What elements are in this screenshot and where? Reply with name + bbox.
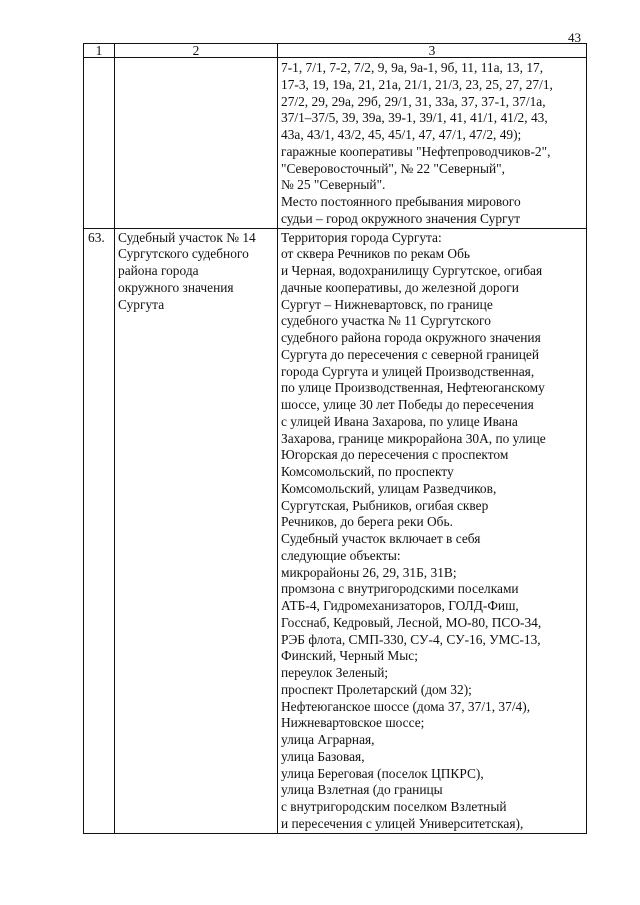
territory-text-line: Захарова, границе микрорайона 30А, по улице [281,430,546,446]
territory-text-line: гаражные кооперативы "Нефтепроводчиков-2", [281,143,551,159]
territory-text-line: с внутригородским поселком Взлетный [281,799,507,814]
territory-text-line: Финский, Черный Мыс; [281,648,418,664]
territory-text-line: Сургута до пересечения с северной границей [281,346,539,362]
territory-text-line: по улице Производственная, Нефтеюганскому [281,380,545,396]
territory-text-line: переулок Зеленый; [281,665,389,680]
territory-text-line: РЭБ флота, СМП-330, СУ-4, СУ-16, УМС-13, [281,631,541,647]
territory-text-line: с улицей Ивана Захарова, по улице Ивана [281,413,518,429]
territory-text-line: улица Береговая (поселок ЦПКРС), [281,765,484,781]
page-number: 43 [568,30,581,45]
territory-text-line: Территория города Сургута: [281,229,442,245]
territory-text-line: улица Взлетная (до границы [281,782,443,798]
district-name-line: Судебный участок № 14 [118,229,256,245]
territory-text-line: Сургут – Нижневартовск, по границе [281,296,493,312]
territory-text-line: Госснаб, Кедровый, Лесной, МО-80, ПСО-34, [281,614,542,630]
district-name-cell [115,228,278,833]
table-row [84,228,587,833]
territory-text-line: 27/2, 29, 29а, 29б, 29/1, 31, 33а, 37, 37-1, 37/1а, [281,93,546,109]
territory-text-line: АТБ-4, Гидромеханизаторов, ГОЛД-Фиш, [281,598,519,613]
territory-text-line: 43а, 43/1, 43/2, 45, 45/1, 47, 47/1, 47/2, 49); [281,127,522,142]
territory-text-line: дачные кооперативы, до железной дороги [281,279,519,295]
territory-text-line: шоссе, улице 30 лет Победы до пересечения [281,397,534,412]
territory-text-line: Место постоянного пребывания мирового [281,194,521,209]
territory-text-line: Югорская до пересечения с проспектом [281,447,509,463]
territory-text-line: Комсомольский, улицам Разведчиков, [281,480,497,496]
territory-text-line: 7-1, 7/1, 7-2, 7/2, 9, 9а, 9а-1, 9б, 11, 11а, 13, 17, [281,60,544,75]
territory-text-line: и пересечения с улицей Университетская), [281,815,524,831]
district-name-cell [115,58,278,229]
header-col-1: 1 [84,44,115,58]
territory-text-line: города Сургута и улицей Производственная, [281,363,535,379]
territory-text-line: от сквера Речников по рекам Обь [281,246,470,262]
territory-text-line: судьи – город окружного значения Сургут [281,210,521,226]
territory-description-cell [278,228,587,833]
row-number-cell [84,58,115,229]
district-name-line: Сургута [118,296,165,312]
territory-text-line: микрорайоны 26, 29, 31Б, 31В; [281,564,457,580]
territory-text-line: промзона с внутригородскими поселками [281,581,519,597]
territory-text-line: и Черная, водохранилищу Сургутское, огибая [281,263,543,278]
territory-text-line: улица Базовая, [281,748,365,764]
territory-description-cell [278,58,587,229]
header-row [84,44,587,58]
territory-text-line: Судебный участок включает в себя [281,531,481,546]
district-name-line: района города [118,263,199,278]
table-row [84,58,587,229]
row-number-cell [84,228,115,833]
row-number: 63. [88,229,105,245]
territory-text-line: Комсомольский, по проспекту [281,464,454,479]
district-name-line: окружного значения [118,279,234,295]
territory-text-line: Нижневартовское шоссе; [281,715,425,731]
header-col-2: 2 [115,44,278,58]
territory-text-line: Сургутская, Рыбников, огибая сквер [281,497,489,513]
territory-text-line: "Северовосточный", № 22 "Северный", [281,160,505,176]
territory-text-line: 37/1–37/5, 39, 39а, 39-1, 39/1, 41, 41/1, 41/2, 43, [281,110,548,126]
district-table [83,43,587,834]
territory-text-line: № 25 "Северный". [281,177,386,193]
territory-text-line: 17-3, 19, 19а, 21, 21а, 21/1, 21/3, 23, 25, 27, 27/1, [281,76,553,92]
territory-text-line: улица Аграрная, [281,732,375,747]
header-col-3: 3 [278,44,587,58]
territory-text-line: проспект Пролетарский (дом 32); [281,681,472,697]
territory-text-line: следующие объекты: [281,547,401,563]
territory-text-line: Нефтеюганское шоссе (дома 37, 37/1, 37/4), [281,698,531,714]
district-name-line: Сургутского судебного [118,246,249,262]
territory-text-line: судебного района города окружного значения [281,330,541,345]
territory-text-line: судебного участка № 11 Сургутского [281,313,491,329]
territory-text-line: Речников, до берега реки Обь. [281,514,453,530]
